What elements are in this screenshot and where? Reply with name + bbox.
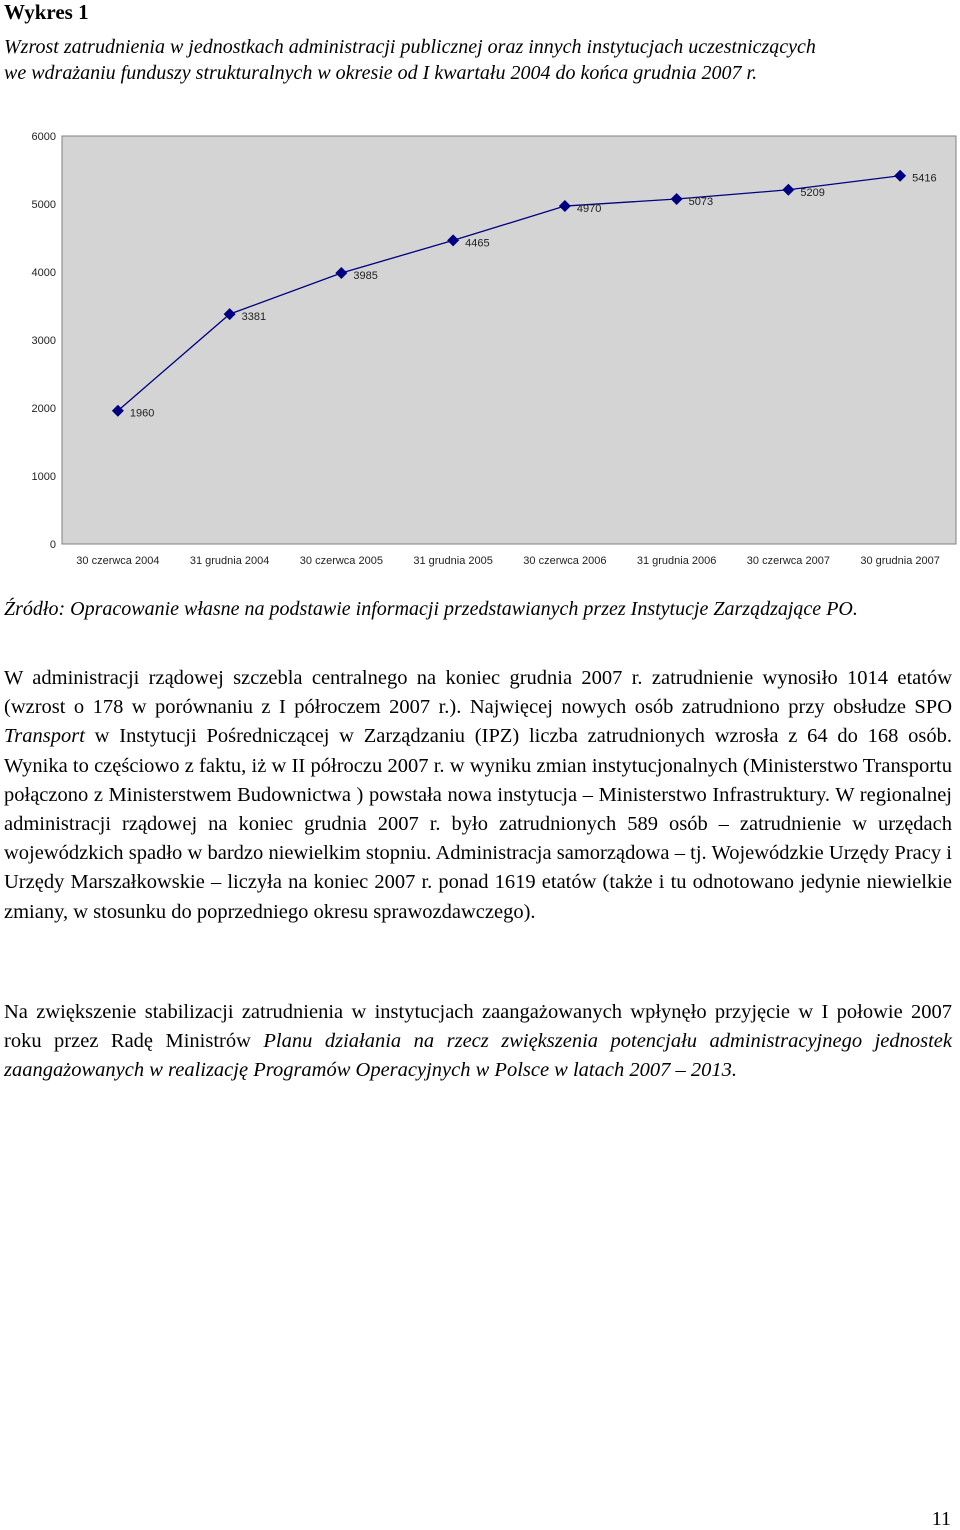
paragraph-1 bbox=[4, 664, 952, 927]
paragraph-2-part-1: Na zwiększenie stabilizacji zatrudnienia w instytucjach zaangażowanych wpłynęło przyjęcie w I połowie 2007 roku przez Radę Ministrów bbox=[4, 1001, 952, 1053]
y-tick-label: 4000 bbox=[31, 267, 56, 279]
y-tick-label: 5000 bbox=[31, 199, 56, 211]
source-note: Źródło: Opracowanie własne na podstawie informacji przedstawianych przez Instytucje Zarządzające PO. bbox=[4, 598, 858, 620]
y-tick-label: 1000 bbox=[31, 471, 56, 483]
data-label: 3985 bbox=[353, 270, 378, 283]
data-label: 5073 bbox=[688, 196, 714, 209]
caption-line-2: we wdrażaniu funduszy strukturalnych w okresie od I kwartału 2004 do końca grudnia 2007 r. bbox=[4, 62, 758, 84]
data-label: 5416 bbox=[912, 172, 937, 185]
data-label: 3381 bbox=[241, 311, 267, 324]
x-tick-label: 31 grudnia 2005 bbox=[413, 555, 493, 567]
y-tick-label: 2000 bbox=[31, 403, 56, 415]
paragraph-1-part-3: w Instytucji Pośredniczącej w Zarządzaniu (IPZ) liczba zatrudnionych wzrosła z 64 do 168 osób. Wynika to częściowo z faktu, iż w II półroczu 2007 r. w wyniku zmian instytucjonalnych (Ministerstwo Transportu połączono z Ministerstwem Budownictwa ) powstała nowa instytucja – Ministerstwo Infrastruktury. W regionalnej administracji rządowej na koniec grudnia 2007 r. było zatrudnionych 589 osób – zatrudnienie w urzędach wojewódzkich spadło w bardzo niewielkim stopniu. Administracja samorządowa – tj. Wojewódzkie Urzędy Pracy i Urzędy Marszałkowskie – liczyła na koniec 2007 r. ponad 1619 etatów (także i tu odnotowano jedynie niewielkie zmiany, w stosunku do poprzedniego okresu sprawozdawczego). bbox=[4, 725, 952, 923]
paragraph-1-italic-term: Transport bbox=[4, 725, 85, 748]
paragraph-2-italic-title: Planu działania na rzecz zwiększenia potencjału administracyjnego jednostek zaangażowanych w realizację Programów Operacyjnych w Polsce w latach 2007 – 2013. bbox=[4, 1030, 952, 1082]
x-tick-label: 30 czerwca 2005 bbox=[299, 555, 383, 567]
figure-heading: Wykres 1 bbox=[4, 0, 89, 24]
data-label: 4465 bbox=[465, 237, 490, 250]
data-label: 5209 bbox=[800, 186, 825, 199]
paragraph-2 bbox=[4, 998, 952, 1086]
x-tick-label: 31 grudnia 2004 bbox=[189, 555, 270, 567]
x-tick-label: 30 grudnia 2007 bbox=[860, 555, 940, 567]
x-tick-label: 30 czerwca 2006 bbox=[523, 555, 607, 567]
employment-line-chart bbox=[0, 120, 960, 580]
x-tick-label: 30 czerwca 2004 bbox=[76, 555, 160, 567]
y-tick-label: 3000 bbox=[31, 335, 56, 347]
y-tick-label: 0 bbox=[49, 539, 56, 551]
paragraph-1-part-1: W administracji rządowej szczebla centralnego na koniec grudnia 2007 r. zatrudnienie wynosiło 1014 etatów (wzrost o 178 w porównaniu z I półroczem 2007 r.). Najwięcej nowych osób zatrudniono przy obsłudze SPO bbox=[4, 667, 952, 719]
caption-line-1: Wzrost zatrudnienia w jednostkach administracji publicznej oraz innych instytucjach uczestniczących bbox=[4, 36, 816, 58]
x-tick-label: 30 czerwca 2007 bbox=[746, 555, 830, 567]
page-number: 11 bbox=[931, 1508, 951, 1530]
data-label: 1960 bbox=[129, 407, 155, 420]
x-tick-label: 31 grudnia 2006 bbox=[636, 555, 717, 567]
data-label: 4970 bbox=[576, 203, 602, 216]
y-tick-label: 6000 bbox=[31, 131, 56, 143]
figure-caption bbox=[4, 34, 952, 86]
